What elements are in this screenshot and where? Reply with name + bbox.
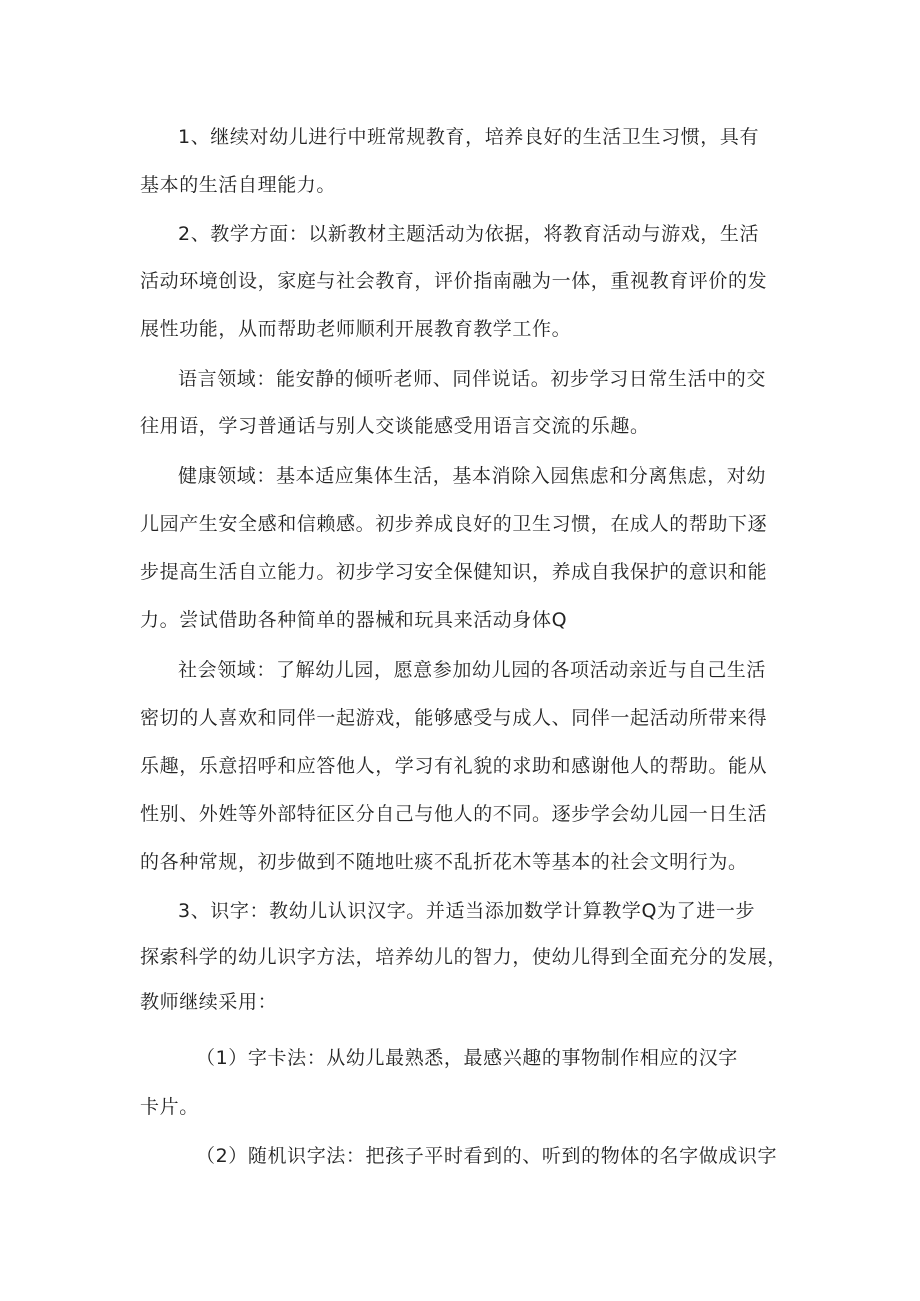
text-line: 教师继续采用：: [140, 991, 278, 1013]
text-line: 展性功能，从而帮助老师顺利开展教育教学工作。: [140, 318, 572, 340]
text-line: 健康领域：基本适应集体生活，基本消除入园焦虑和分离焦虑，对幼: [178, 465, 767, 487]
text-line: 活动环境创设，家庭与社会教育，评价指南融为一体，重视教育评价的发: [140, 270, 768, 292]
text-line: 儿园产生安全感和信赖感。初步养成良好的卫生习惯，在成人的帮助下逐: [140, 513, 768, 535]
text-line: 2、教学方面：以新教材主题活动为依据，将教育活动与游戏，生活: [178, 223, 760, 245]
text-line: （1）字卡法：从幼儿最熟悉，最感兴趣的事物制作相应的汉字: [196, 1047, 738, 1069]
text-line: 往用语，学习普通话与别人交谈能感受用语言交流的乐趣。: [140, 415, 650, 437]
text-line: 社会领域：了解幼儿园，愿意参加幼儿园的各项活动亲近与自己生活: [178, 659, 767, 681]
text-line: 基本的生活自理能力。: [140, 174, 337, 196]
text-line: 步提高生活自立能力。初步学习安全保健知识，养成自我保护的意识和能: [140, 561, 768, 583]
text-line: 探索科学的幼儿识字方法，培养幼儿的智力，使幼儿得到全面充分的发展，: [140, 946, 787, 968]
text-line: 语言领域：能安静的倾听老师、同伴说话。初步学习日常生活中的交: [178, 368, 767, 390]
text-line: （2）随机识字法：把孩子平时看到的、听到的物体的名字做成识字: [196, 1145, 778, 1167]
text-line: 的各种常规，初步做到不随地吐痰不乱折花木等基本的社会文明行为。: [140, 851, 748, 873]
text-line: 乐趣，乐意招呼和应答他人，学习有礼貌的求助和感谢他人的帮助。能从: [140, 755, 768, 777]
text-line: 1、继续对幼儿进行中班常规教育，培养良好的生活卫生习惯，具有: [178, 126, 760, 148]
text-line: 卡片。: [140, 1096, 199, 1118]
text-line: 密切的人喜欢和同伴一起游戏，能够感受与成人、同伴一起活动所带来得: [140, 707, 768, 729]
text-line: 3、识字：教幼儿认识汉字。并适当添加数学计算教学Q为了进一步: [178, 900, 756, 922]
text-line: 性别、外姓等外部特征区分自己与他人的不同。逐步学会幼儿园一日生活: [140, 803, 768, 825]
text-line: 力。尝试借助各种简单的器械和玩具来活动身体Q: [140, 609, 568, 631]
